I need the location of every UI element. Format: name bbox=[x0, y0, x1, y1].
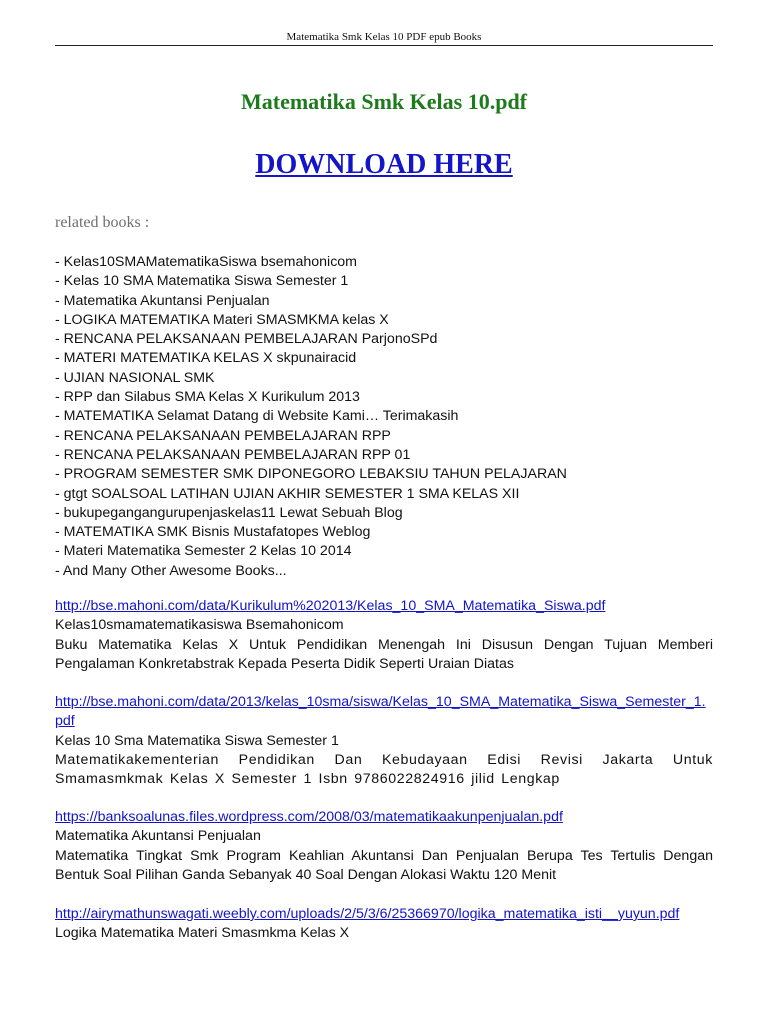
book-entry bbox=[55, 808, 713, 885]
page-header: Matematika Smk Kelas 10 PDF epub Books bbox=[286, 31, 482, 43]
list-item: - MATERI MATEMATIKA KELAS X skpunairacid bbox=[55, 350, 357, 367]
related-books-heading: related books : bbox=[55, 214, 150, 231]
list-item: - Kelas10SMAMatematikaSiswa bsemahonicom bbox=[55, 254, 358, 270]
book-description: Buku Matematika Kelas X Untuk Pendidikan Menengah Ini Disusun Dengan Tujuan Memberi Pengalaman Konkretabstrak Kepada Peserta Didik Seperti Uraian Diatas bbox=[55, 636, 713, 672]
list-item: - RPP dan Silabus SMA Kelas X Kurikulum 2013 bbox=[55, 389, 360, 406]
list-item: - And Many Other Awesome Books... bbox=[55, 562, 287, 579]
header-divider bbox=[55, 45, 713, 46]
book-description: Matematika Tingkat Smk Program Keahlian Akuntansi Dan Penjualan Berupa Tes Tertulis Dengan Bentuk Soal Pilihan Ganda Sebanyak 40 Soal Dengan Alokasi Waktu 120 Menit bbox=[55, 847, 713, 883]
related-books-list bbox=[55, 253, 715, 581]
list-item: - bukupegangangurupenjaskelas11 Lewat Sebuah Blog bbox=[55, 504, 403, 521]
book-title: Logika Matematika Materi Smasmkma Kelas X bbox=[55, 925, 350, 942]
book-title: Kelas10smamatematikasiswa Bsemahonicom bbox=[55, 617, 344, 634]
book-title: Matematika Akuntansi Penjualan bbox=[55, 828, 261, 845]
list-item: - RENCANA PELAKSANAAN PEMBELAJARAN RPP bbox=[55, 427, 391, 444]
document-title: Matematika Smk Kelas 10.pdf bbox=[241, 89, 527, 114]
book-entry bbox=[55, 693, 713, 789]
list-item: - LOGIKA MATEMATIKA Materi SMASMKMA kelas X bbox=[55, 311, 389, 328]
list-item: - Kelas 10 SMA Matematika Siswa Semester 1 bbox=[55, 273, 349, 290]
list-item: - PROGRAM SEMESTER SMK DIPONEGORO LEBAKSIU TAHUN PELAJARAN bbox=[55, 466, 567, 483]
list-item: - Matematika Akuntansi Penjualan bbox=[55, 292, 270, 309]
book-description: Matematikakementerian Pendidikan Dan Kebudayaan Edisi Revisi Jakarta Untuk Smamasmkmak Kelas X Semester 1 Isbn 9786022824916 jilid Lengkap bbox=[55, 751, 713, 788]
list-item: - MATEMATIKA Selamat Datang di Website Kami… Terimakasih bbox=[55, 408, 459, 425]
list-item: - UJIAN NASIONAL SMK bbox=[55, 369, 215, 386]
book-entry bbox=[55, 597, 713, 674]
download-link[interactable]: DOWNLOAD HERE bbox=[255, 149, 513, 180]
list-item: - RENCANA PELAKSANAAN PEMBELAJARAN RPP 01 bbox=[55, 446, 411, 463]
book-entry bbox=[55, 905, 713, 944]
book-title: Kelas 10 Sma Matematika Siswa Semester 1 bbox=[55, 732, 339, 749]
list-item: - gtgt SOALSOAL LATIHAN UJIAN AKHIR SEMESTER 1 SMA KELAS XII bbox=[55, 485, 520, 502]
list-item: - Materi Matematika Semester 2 Kelas 10 2014 bbox=[55, 543, 352, 560]
book-url-link[interactable]: https://banksoalunas.files.wordpress.com/2008/03/matematikaakunpenjualan.pdf bbox=[55, 809, 563, 825]
book-url-link[interactable]: http://bse.mahoni.com/data/Kurikulum%202013/Kelas_10_SMA_Matematika_Siswa.pdf bbox=[55, 598, 606, 614]
list-item: - MATEMATIKA SMK Bisnis Mustafatopes Weblog bbox=[55, 524, 371, 541]
book-url-link[interactable]: http://bse.mahoni.com/data/2013/kelas_10sma/siswa/Kelas_10_SMA_Matematika_Siswa_Semester_1.pdf bbox=[55, 694, 706, 730]
list-item: - RENCANA PELAKSANAAN PEMBELAJARAN ParjonoSPd bbox=[55, 331, 438, 348]
book-url-link[interactable]: http://airymathunswagati.weebly.com/uploads/2/5/3/6/25366970/logika_matematika_isti__yuyun.pdf bbox=[55, 906, 680, 922]
